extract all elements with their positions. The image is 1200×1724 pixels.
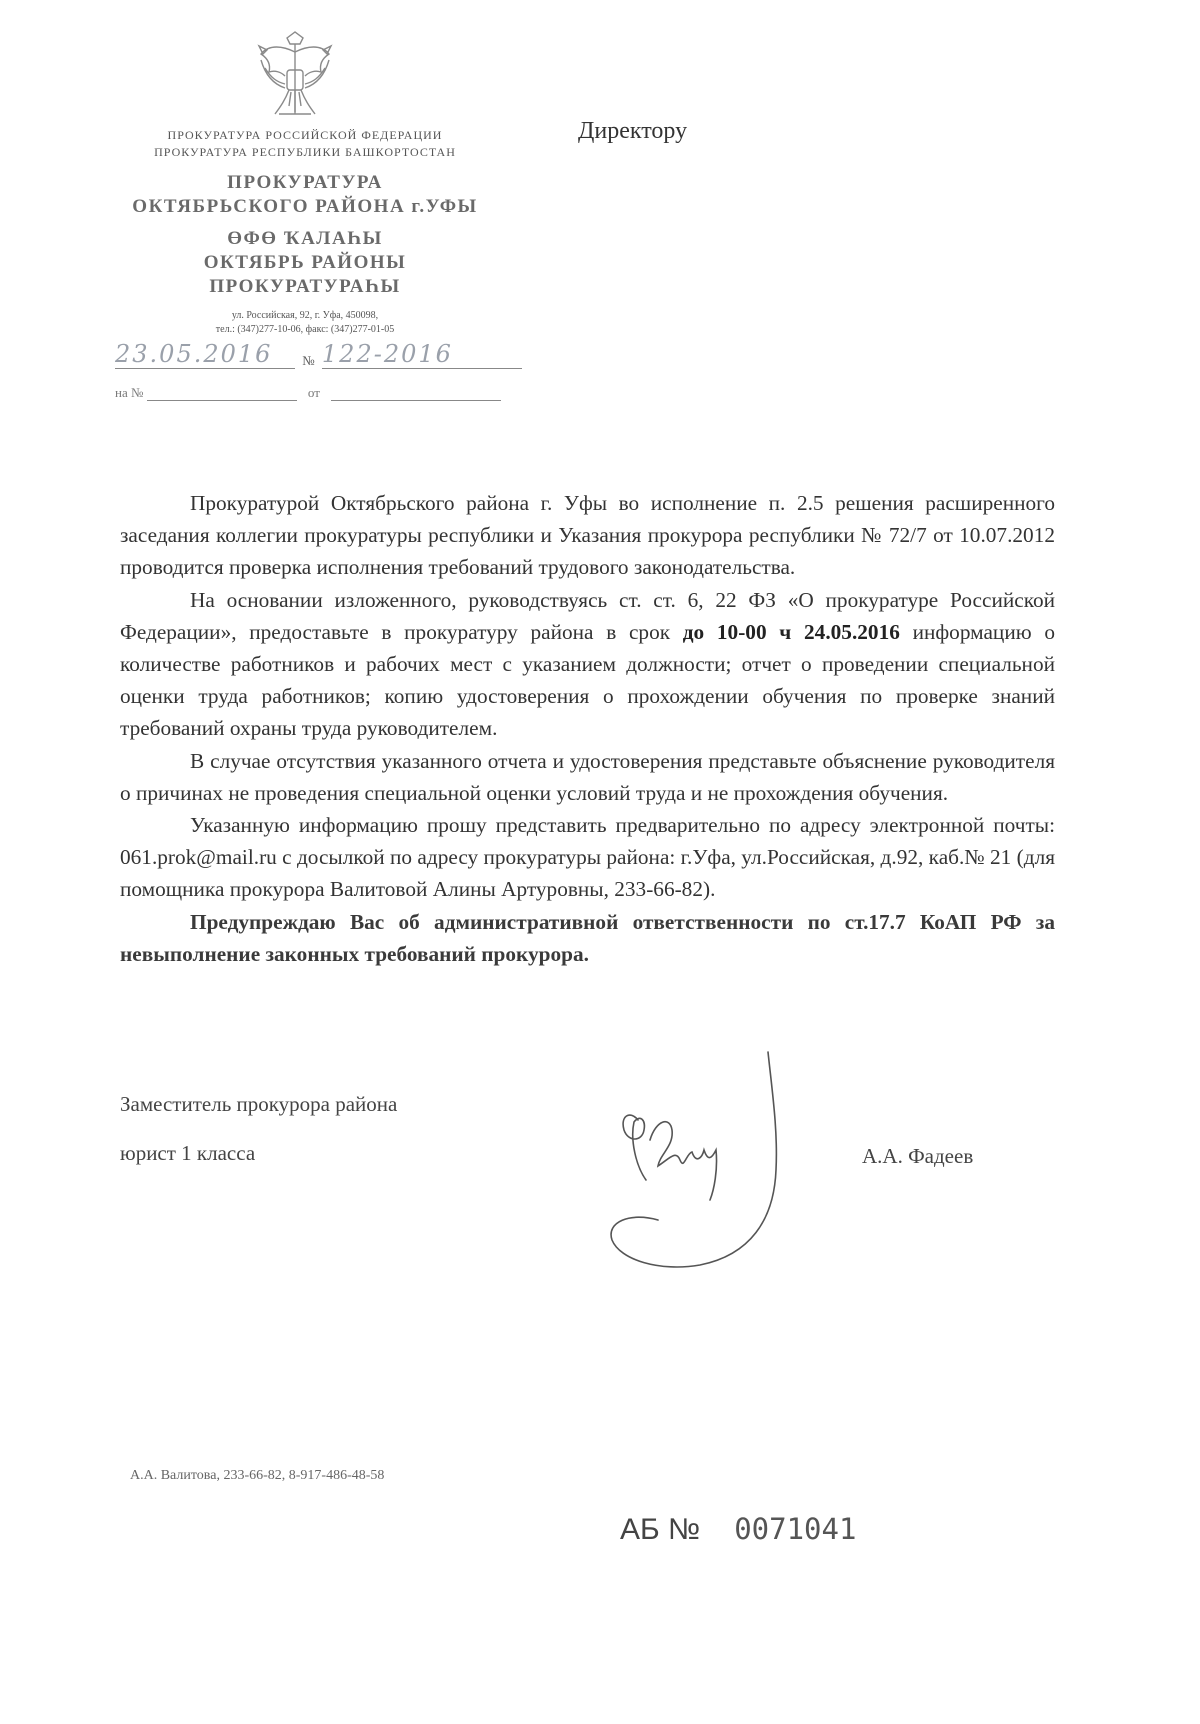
letterhead-line1: ПРОКУРАТУРА РОССИЙСКОЙ ФЕДЕРАЦИИ — [167, 128, 443, 142]
serial-series: АБ № — [620, 1513, 701, 1546]
registration-number: 122-2016 — [321, 340, 453, 368]
warning-paragraph: Предупреждаю Вас об административной ответственности по ст.17.7 КоАП РФ за невыполнение законных требований прокурора. — [120, 909, 1055, 966]
letterhead-office-ba-2: ОКТЯБРЬ РАЙОНЫ — [203, 252, 407, 273]
letter-body — [120, 487, 1055, 970]
signatory-name: А.А. Фадеев — [862, 1144, 974, 1168]
letterhead-office-ba-3: ПРОКУРАТУРАҺЫ — [209, 276, 401, 297]
addressee: Директору — [578, 118, 688, 144]
paragraph-2-part-a: На основании изложенного, руководствуясь ст. ст. 6, 22 ФЗ «О прокуратуре Российской Федерации», предоставьте в прокуратуру района в срок — [120, 587, 1055, 644]
registration-date: 23.05.2016 — [115, 340, 273, 368]
letterhead-office-ru-1: ПРОКУРАТУРА — [227, 172, 383, 193]
double-headed-eagle-emblem-icon — [255, 30, 335, 122]
paragraph-4: Указанную информацию прошу представить предварительно по адресу электронной почты: 061.prok@mail.ru с досылкой по адресу прокуратуры района: г.Уфа, ул.Российская, д.92, каб.№ 21 (для помощника прокурора Валитовой Алины Артуровны, 233-66-82). — [120, 813, 1055, 902]
letterhead-office-ba-1: ӨФӨ ҠАЛАҺЫ — [227, 228, 383, 249]
signatory-position: Заместитель прокурора района — [120, 1092, 398, 1116]
reference-label: на № — [115, 385, 144, 400]
paragraph-1: Прокуратурой Октябрьского района г. Уфы во исполнение п. 2.5 решения расширенного заседания коллегии прокуратуры республики и Указания прокурора республики № 72/7 от 10.07.2012 проводится проверка исполнения требований трудового законодательства. — [120, 491, 1055, 580]
signatory-rank: юрист 1 класса — [120, 1141, 256, 1165]
reference-from-label: от — [307, 385, 320, 400]
paragraph-2-part-b: информацию о количестве работников и рабочих мест с указанием должности; отчет о проведении специальной оценки труда работников; копию удостоверения о прохождении обучения по проверке знаний требований охраны труда руководителем. — [120, 619, 1055, 741]
registration-row — [115, 340, 522, 369]
handwritten-signature — [600, 1050, 860, 1280]
paragraph-2 — [120, 584, 1055, 745]
registration-number-label: № — [302, 353, 315, 368]
letterhead-phones: тел.: (347)277-10-06, факс: (347)277-01-05 — [215, 324, 395, 335]
serial-number: 0071041 — [734, 1512, 857, 1546]
letterhead-address: ул. Российская, 92, г. Уфа, 450098, — [231, 310, 379, 321]
letterhead-office-ru-2: ОКТЯБРЬСКОГО РАЙОНА г.УФЫ — [132, 196, 478, 217]
deadline: до 10-00 ч 24.05.2016 — [682, 619, 900, 644]
form-serial — [620, 1512, 856, 1547]
reference-row — [115, 385, 501, 401]
letterhead-line2: ПРОКУРАТУРА РЕСПУБЛИКИ БАШКОРТОСТАН — [154, 145, 456, 159]
paragraph-3: В случае отсутствия указанного отчета и удостоверения представьте объяснение руководителя о причинах не проведения специальной оценки условий труда и не прохождения обучения. — [120, 748, 1055, 805]
executor-info: А.А. Валитова, 233-66-82, 8-917-486-48-58 — [130, 1468, 385, 1483]
